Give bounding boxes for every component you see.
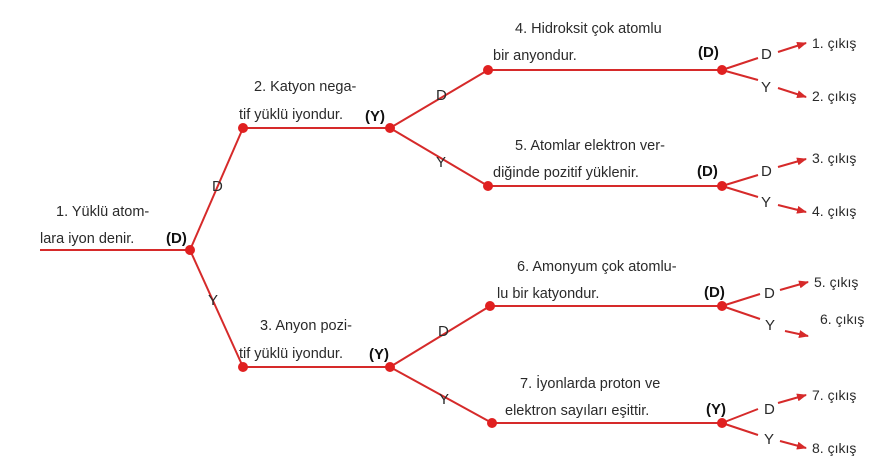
answer-6: (D) xyxy=(704,284,725,301)
exit-label-7: D xyxy=(764,401,775,418)
statement-5-line-1: 5. Atomlar elektron ver- xyxy=(515,138,665,154)
exit-label-6: Y xyxy=(765,317,776,334)
statement-1-line-1: 1. Yüklü atom- xyxy=(56,204,150,220)
statement-3-line-1: 3. Anyon pozi- xyxy=(260,318,352,334)
branch-label-2-true: D xyxy=(436,87,447,104)
exit-label-5: D xyxy=(764,285,775,302)
node-5-start xyxy=(483,181,493,191)
node-6 xyxy=(717,301,727,311)
branch-label-1-false: Y xyxy=(208,292,219,309)
statement-5-line-2: diğinde pozitif yüklenir. xyxy=(493,165,639,181)
exit-1: 1. çıkış xyxy=(812,35,857,51)
statement-7-line-1: 7. İyonlarda proton ve xyxy=(520,376,661,392)
exit-5: 5. çıkış xyxy=(814,274,859,290)
branch-label-2-false: Y xyxy=(436,154,447,171)
exit-label-4: Y xyxy=(761,194,772,211)
answer-7: (Y) xyxy=(706,401,726,418)
node-2-start xyxy=(238,123,248,133)
exit-label-2: Y xyxy=(761,79,772,96)
branch-label-3-true: D xyxy=(438,323,449,340)
node-2 xyxy=(385,123,395,133)
node-4 xyxy=(717,65,727,75)
answer-1: (D) xyxy=(166,230,187,247)
statement-6-line-2: lu bir katyondur. xyxy=(497,286,600,302)
answer-2: (Y) xyxy=(365,108,385,125)
statement-6-line-1: 6. Amonyum çok atomlu- xyxy=(517,259,677,275)
answer-5: (D) xyxy=(697,163,718,180)
statement-7-line-2: elektron sayıları eşittir. xyxy=(505,403,650,419)
node-7-start xyxy=(487,418,497,428)
node-6-start xyxy=(485,301,495,311)
answer-4: (D) xyxy=(698,44,719,61)
statement-2-line-2: tif yüklü iyondur. xyxy=(239,107,343,123)
node-4-start xyxy=(483,65,493,75)
exit-7: 7. çıkış xyxy=(812,387,857,403)
node-3 xyxy=(385,362,395,372)
exit-8: 8. çıkış xyxy=(812,440,857,456)
node-3-start xyxy=(238,362,248,372)
statement-4-line-1: 4. Hidroksit çok atomlu xyxy=(515,21,662,37)
node-7 xyxy=(717,418,727,428)
exit-3: 3. çıkış xyxy=(812,150,857,166)
exit-2: 2. çıkış xyxy=(812,88,857,104)
exit-6: 6. çıkış xyxy=(820,311,865,327)
statement-1-line-2: lara iyon denir. xyxy=(40,231,135,247)
statement-3-line-2: tif yüklü iyondur. xyxy=(239,346,343,362)
statement-4-line-2: bir anyondur. xyxy=(493,48,577,64)
exit-label-8: Y xyxy=(764,431,775,448)
statement-2-line-1: 2. Katyon nega- xyxy=(254,79,357,95)
branch-label-3-false: Y xyxy=(439,391,450,408)
answer-3: (Y) xyxy=(369,346,389,363)
node-5 xyxy=(717,181,727,191)
exit-4: 4. çıkış xyxy=(812,203,857,219)
exit-label-1: D xyxy=(761,46,772,63)
branch-label-1-true: D xyxy=(212,178,223,195)
exit-label-3: D xyxy=(761,163,772,180)
